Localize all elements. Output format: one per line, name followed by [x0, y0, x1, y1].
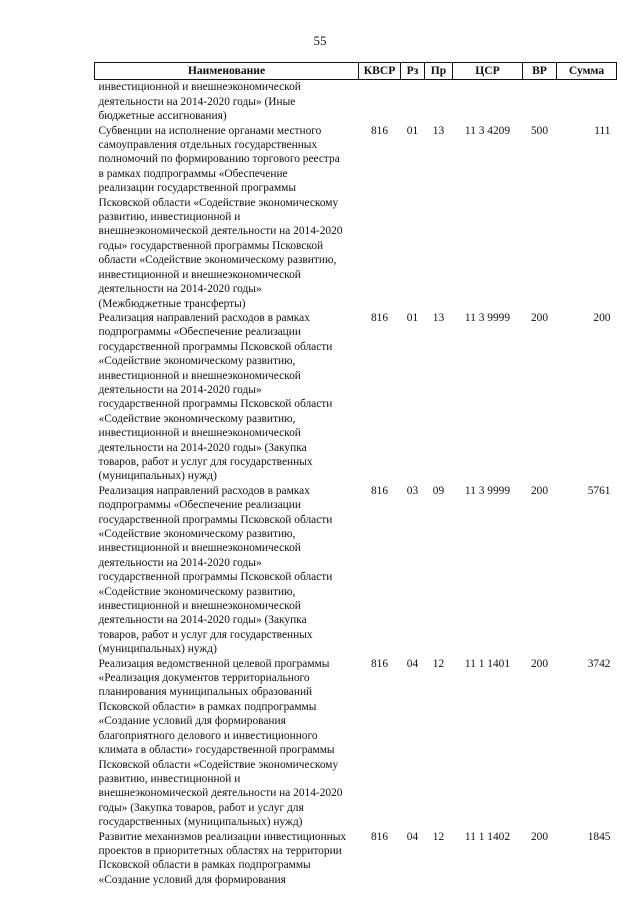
row-name: Субвенции на исполнение органами местного самоуправления отдельных государственных полномочий по формированию торгового реестра в рамках подпрограммы «Обеспечение реализации государственной программы Псковской области «Содействие экономическому развитию, инвестиционной и внешнеэкономической деятельности на 2014-2020 годы» государственной программы Псковской области «Содействие экономическому развитию, инвестиционной и внешнеэкономической деятельности на 2014-2020 годы» (Межбюджетные трансферты)	[98, 124, 343, 310]
header-name: Наименование	[95, 63, 359, 80]
header-vr: ВР	[523, 63, 557, 80]
row-vr: 200	[530, 484, 549, 497]
row-csr: 11 1 1401	[464, 657, 511, 670]
row-rz: 01	[406, 124, 419, 137]
row-csr	[453, 80, 523, 124]
row-csr: 11 3 9999	[464, 484, 511, 497]
row-csr: 11 3 4209	[464, 124, 511, 137]
row-kvsr: 816	[370, 484, 389, 497]
row-csr: 11 1 1402	[464, 830, 511, 843]
row-rz: 04	[406, 830, 419, 843]
row-rz: 04	[406, 657, 419, 670]
row-name: инвестиционной и внешнеэкономической деятельности на 2014-2020 годы» (Иные бюджетные ассигнования)	[98, 81, 301, 123]
row-name: Реализация направлений расходов в рамках подпрограммы «Обеспечение реализации государственной программы Псковской области «Содействие экономическому развитию, инвестиционной и внешнеэкономической деятельности на 2014-2020 годы» государственной программы Псковской области «Содействие экономическому развитию, инвестиционной и внешнеэкономической деятельности на 2014-2020 годы» (Закупка товаров, работ и услуг для государственных (муниципальных) нужд)	[98, 484, 333, 656]
row-sum: 111	[594, 124, 611, 137]
table-row	[95, 80, 617, 124]
row-pr: 13	[432, 124, 445, 137]
row-kvsr: 816	[370, 124, 389, 137]
row-rz: 01	[406, 311, 419, 324]
header-rz: Рз	[401, 63, 425, 80]
row-vr: 500	[530, 124, 549, 137]
row-csr: 11 3 9999	[464, 311, 511, 324]
page-number: 55	[313, 33, 327, 48]
row-kvsr: 816	[370, 657, 389, 670]
header-pr: Пр	[425, 63, 453, 80]
row-vr: 200	[530, 830, 549, 843]
row-name: Развитие механизмов реализации инвестиционных проектов в приоритетных областях на территории Псковской области в рамках подпрограммы «Создание условий для формирования	[98, 830, 347, 886]
budget-table	[94, 62, 617, 887]
row-sum: 200	[593, 311, 611, 324]
row-rz: 03	[406, 484, 419, 497]
row-vr: 200	[530, 311, 549, 324]
table-header-row	[95, 63, 617, 80]
row-pr: 12	[432, 657, 445, 670]
row-pr: 09	[432, 484, 445, 497]
header-sum: Сумма	[557, 63, 617, 80]
row-pr: 13	[432, 311, 445, 324]
table-row	[95, 124, 617, 311]
row-rz	[401, 80, 425, 124]
row-vr: 200	[530, 657, 549, 670]
table-body	[95, 80, 617, 887]
table-row	[95, 484, 617, 657]
row-pr	[425, 80, 453, 124]
table-row	[95, 311, 617, 484]
row-pr: 12	[432, 830, 445, 843]
header-kvsr: КВСР	[359, 63, 401, 80]
row-sum: 3742	[587, 657, 611, 670]
header-csr: ЦСР	[453, 63, 523, 80]
row-vr	[523, 80, 557, 124]
row-name: Реализация направлений расходов в рамках подпрограммы «Обеспечение реализации государственной программы Псковской области «Содействие экономическому развитию, инвестиционной и внешнеэкономической деятельности на 2014-2020 годы» государственной программы Псковской области «Содействие экономическому развитию, инвестиционной и внешнеэкономической деятельности на 2014-2020 годы» (Закупка товаров, работ и услуг для государственных (муниципальных) нужд)	[98, 311, 333, 483]
row-name: Реализация ведомственной целевой программы «Реализация документов территориального планирования муниципальных образований Псковской области» в рамках подпрограммы «Создание условий для формирования благоприятного делового и инвестиционного климата в области» государственной программы Псковской области «Содействие экономическому развитию, инвестиционной и внешнеэкономической деятельности на 2014-2020 годы» (Закупка товаров, работ и услуг для государственных (муниципальных) нужд)	[98, 657, 343, 829]
row-sum	[557, 80, 617, 124]
row-kvsr	[359, 80, 401, 124]
row-kvsr: 816	[370, 311, 389, 324]
table-row	[95, 830, 617, 888]
table-row	[95, 657, 617, 830]
row-sum: 5761	[587, 484, 611, 497]
row-sum: 1845	[587, 830, 611, 843]
row-kvsr: 816	[370, 830, 389, 843]
